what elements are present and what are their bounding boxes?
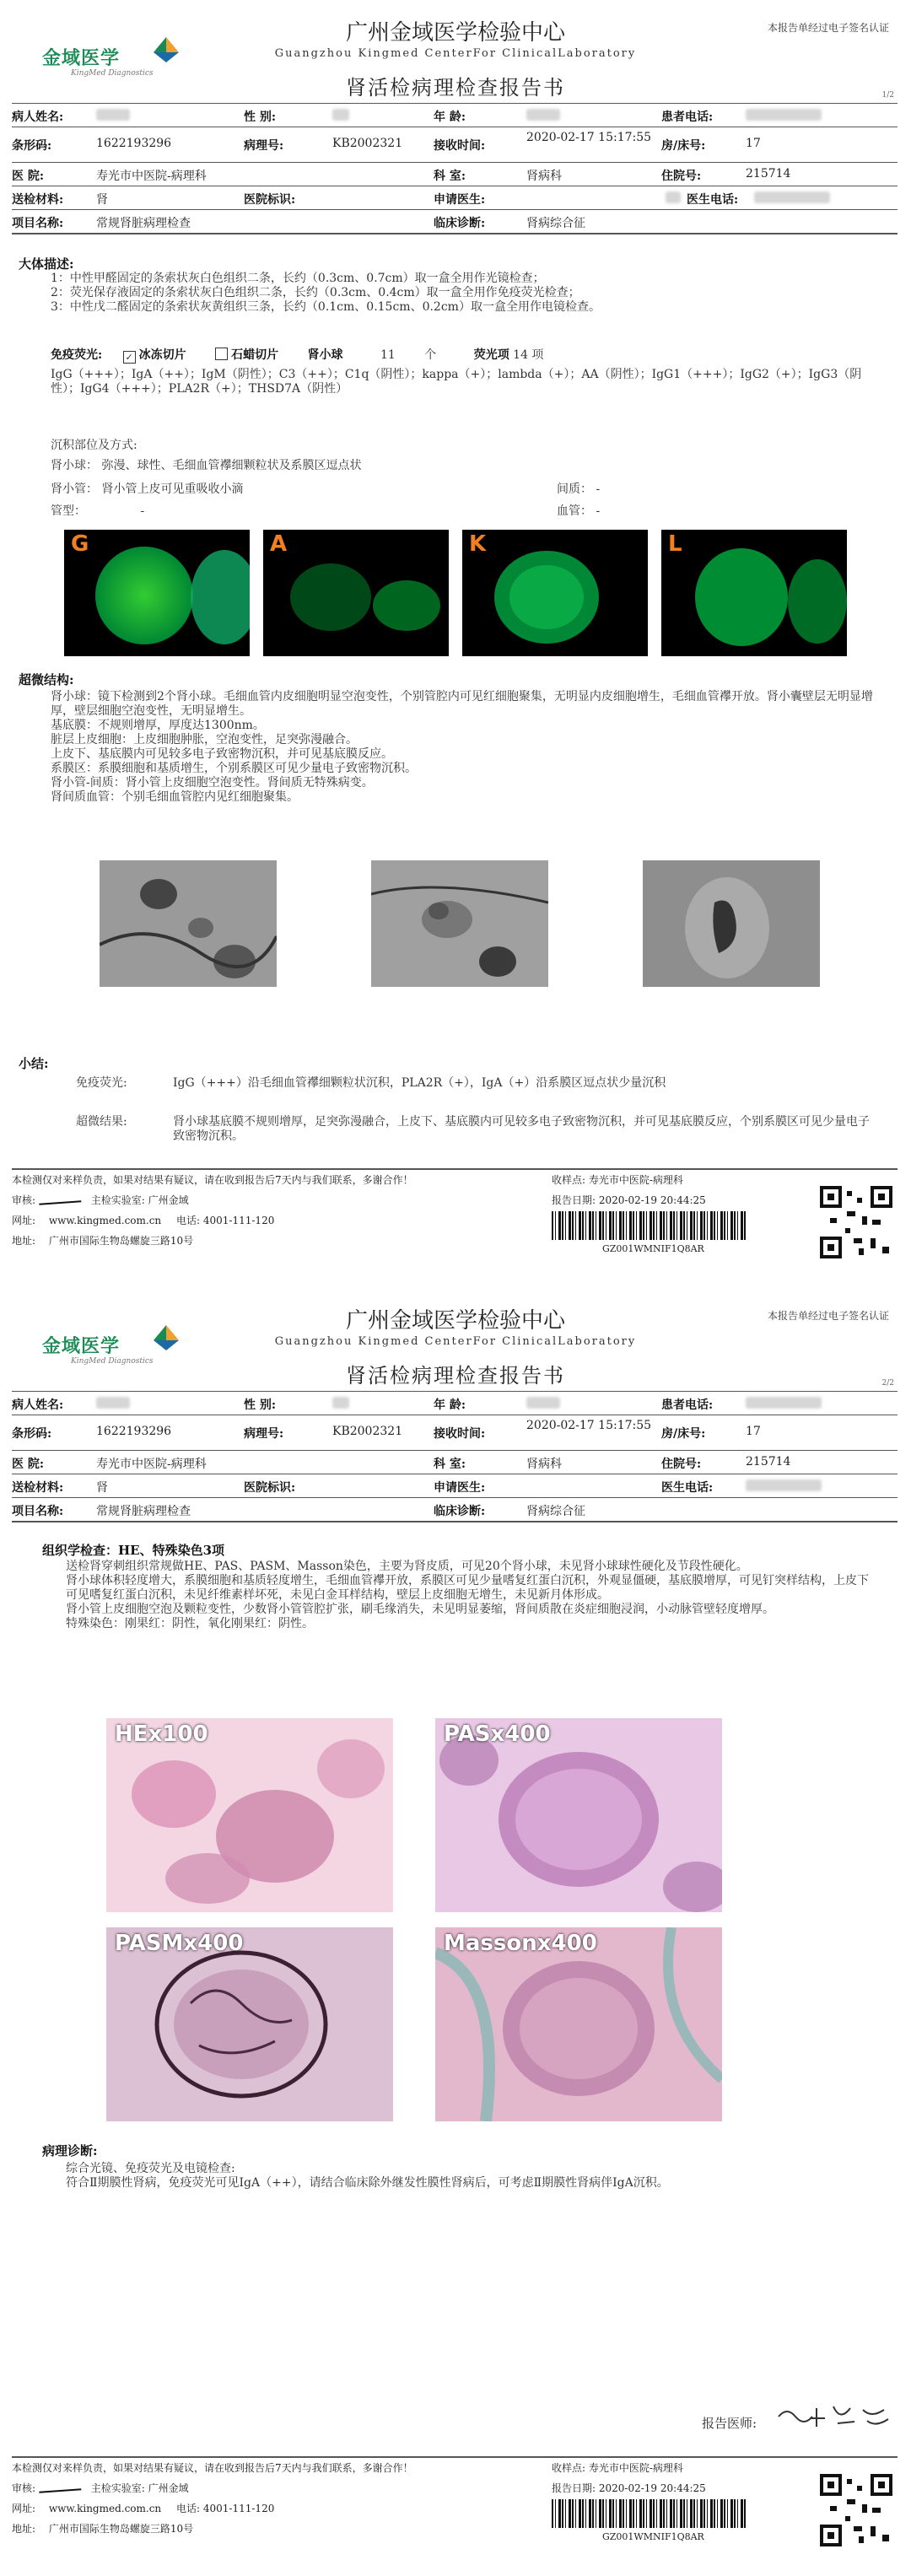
gender-label: 性 别: <box>244 110 277 124</box>
logo-subtext: KingMed Diagnostics <box>71 1357 154 1366</box>
sample-label: 送检材料: <box>12 1481 64 1495</box>
clinical-diag-value: 肾病综合征 <box>526 1505 585 1518</box>
if-micrograph-k <box>462 530 648 656</box>
website-row <box>12 2501 274 2515</box>
vessel-label: 血管： <box>557 504 592 518</box>
histo-description <box>66 1560 876 1631</box>
if-image-a <box>263 530 449 656</box>
deposit-tubule: 肾小管： 肾小管上皮可见重吸收小滴 <box>51 482 244 496</box>
recv-label: 接收时间: <box>434 1427 486 1441</box>
receiver-row <box>552 2460 683 2475</box>
item-label: 项目名称: <box>12 1505 64 1518</box>
admit-label: 住院号: <box>661 1458 702 1471</box>
pathno-value: KB2002321 <box>332 1425 403 1438</box>
bed-label: 房/床号: <box>661 1427 706 1441</box>
clinical-diag-label: 临床诊断: <box>434 1505 486 1518</box>
stain-label-pasm: PASMx400 <box>115 1931 244 1956</box>
pathno-value: KB2002321 <box>332 137 403 150</box>
website-label: 网址: <box>12 2503 36 2514</box>
if-label-l: L <box>668 531 682 557</box>
if-items-count: 14 项 <box>513 348 544 362</box>
hospital-value: 寿光市中医院-病理科 <box>96 170 207 183</box>
doctor-signature <box>774 2400 901 2433</box>
address-label: 地址: <box>12 2523 36 2535</box>
gross-line: 1：中性甲醛固定的条索状灰白色组织二条，长约（0.3cm、0.7cm）取一盒全用作光镜检查； <box>51 272 545 285</box>
lab-label: 主检实验室: <box>90 1194 145 1206</box>
address-value: 广州市国际生物岛螺旋三路10号 <box>48 2523 194 2535</box>
pasm-micrograph <box>106 1927 393 2121</box>
review-label: 审核: <box>12 2482 36 2494</box>
glom-unit: 个 <box>424 348 437 362</box>
report-date-value: 2020-02-19 20:44:25 <box>598 1194 706 1206</box>
deposit-vessel <box>557 504 600 519</box>
barcode-code: GZ001WMNIF1Q8AR <box>602 2531 704 2542</box>
paraffin-checkbox-icon <box>215 348 228 360</box>
em-line: 脏层上皮细胞：上皮细胞肿胀，空泡变性，足突弥漫融合。 <box>51 733 358 746</box>
if-micrograph-a <box>263 530 449 656</box>
patient-row-2 <box>12 1416 898 1450</box>
em-line: 肾小球：镜下检测到2个肾小球。毛细血管内皮细胞明显空泡变性，个别管腔内可见红细胞聚集，无明显内皮细胞增生，毛细血管襻开放。肾小囊壁层无明显增厚，壁层细胞空泡变性，无明显增生。 <box>51 690 873 718</box>
em-line: 系膜区：系膜细胞和基质增生，个别系膜区可见少量电子致密物沉积。 <box>51 762 417 775</box>
gross-title: 大体描述: <box>19 256 74 272</box>
summary-title: 小结: <box>19 1056 49 1071</box>
diag-line: 符合Ⅱ期膜性肾病，免疫荧光可见IgA（++），请结合临床除外继发性膜性肾病后，可考虑Ⅱ期膜性肾病伴IgA沉积。 <box>66 2176 669 2190</box>
logo-text: 金域医学 <box>42 1336 121 1357</box>
gender-value-redacted <box>332 108 349 121</box>
dept-value: 肾病科 <box>526 1458 562 1471</box>
age-value-redacted <box>526 1396 560 1409</box>
footer-divider <box>12 2456 898 2458</box>
address-row <box>12 1233 193 1248</box>
website-value[interactable]: www.kingmed.com.cn <box>48 1215 162 1226</box>
report-date-value: 2020-02-19 20:44:25 <box>598 2482 706 2494</box>
sample-value: 肾 <box>96 1481 108 1495</box>
page-number: 2/2 <box>881 1379 894 1388</box>
patient-row-5 <box>12 1499 898 1521</box>
deposit-interstitial <box>557 482 600 497</box>
if-micrograph-l <box>661 530 847 656</box>
summary-if-text: IgG（+++）沿毛细血管襻细颗粒状沉积，PLA2R（+），IgA（+）沿系膜区逗点状少量沉积 <box>173 1076 666 1090</box>
review-label: 审核: <box>12 1194 36 1206</box>
page-number: 1/2 <box>881 91 894 100</box>
qr-code-icon <box>820 1186 892 1258</box>
phone-label: 患者电话: <box>661 1398 714 1412</box>
doctor-label: 申请医生: <box>434 193 486 207</box>
gender-value-redacted <box>332 1396 349 1409</box>
divider <box>12 1497 898 1498</box>
report-date-label: 报告日期: <box>552 2482 596 2494</box>
hospital-label: 医 院: <box>12 1458 45 1471</box>
doctor-label: 申请医生: <box>434 1481 486 1495</box>
barcode-value: 1622193296 <box>96 137 172 150</box>
if-label: 免疫荧光: <box>51 348 103 362</box>
if-image-k <box>462 530 648 656</box>
divider <box>12 162 898 163</box>
phone-value-redacted <box>746 108 822 121</box>
hospmark-label: 医院标识: <box>244 1481 296 1495</box>
admit-value: 215714 <box>746 167 791 181</box>
if-label-g: G <box>71 531 89 557</box>
report-barcode <box>552 2499 746 2528</box>
he-micrograph <box>106 1718 393 1912</box>
if-label-a: A <box>270 531 288 557</box>
stain-image-masson <box>435 1927 722 2121</box>
divider <box>12 1391 898 1392</box>
name-value-redacted <box>96 1396 130 1409</box>
em-description <box>51 690 886 805</box>
hospital-value: 寿光市中医院-病理科 <box>96 1458 207 1471</box>
interstitial-value: - <box>596 482 601 496</box>
report-title: 肾活检病理检查报告书 <box>346 1364 565 1388</box>
footer <box>12 2460 898 2570</box>
item-value: 常规肾脏病理检查 <box>96 217 191 230</box>
frozen-checkbox-icon: ✓ <box>123 351 136 364</box>
report-date-row <box>552 2481 706 2495</box>
patient-row-4 <box>12 1475 898 1497</box>
report-date-label: 报告日期: <box>552 1194 596 1206</box>
item-label: 项目名称: <box>12 217 64 230</box>
divider <box>12 233 898 234</box>
doctor-value-redacted <box>666 191 681 204</box>
disclaimer: 本检测仅对来样负责，如果对结果有疑议，请在收到报告后7天内与我们联系，多谢合作！ <box>12 1174 413 1186</box>
receiver-label: 收样点: <box>552 1174 586 1186</box>
em-title: 超微结构: <box>19 672 74 687</box>
recv-label: 接收时间: <box>434 139 486 153</box>
receiver-value: 寿光市中医院-病理科 <box>588 1174 683 1186</box>
clinical-diag-value: 肾病综合征 <box>526 217 585 230</box>
if-header <box>51 348 894 364</box>
summary-if-label: 免疫荧光: <box>76 1076 127 1090</box>
e-signature-note: 本报告单经过电子签名认证 <box>767 1310 889 1322</box>
lab-value: 广州金域 <box>148 2482 189 2494</box>
em-micrograph-1 <box>100 860 277 987</box>
phone-value-redacted <box>746 1396 822 1409</box>
website-label: 网址: <box>12 1215 36 1226</box>
report-barcode <box>552 1211 746 1240</box>
phone-label: 电话: <box>176 2503 201 2514</box>
stain-image-pas <box>435 1718 722 1912</box>
name-value-redacted <box>96 108 130 121</box>
if-items-label: 荧光项 <box>473 348 509 362</box>
patient-row-3 <box>12 164 898 186</box>
em-image-1 <box>100 860 277 987</box>
bed-value: 17 <box>746 137 761 150</box>
hospital-label: 医 院: <box>12 170 45 183</box>
recv-value: 2020-02-17 15:17:55 <box>526 1419 652 1432</box>
em-micrograph-2 <box>371 860 548 987</box>
gross-line: 2：荧光保存液固定的条索状灰白色组织二条，长约（0.3cm、0.4cm）取一盒全用作免疫荧光检查； <box>51 286 580 299</box>
footer <box>12 1172 898 1282</box>
interstitial-label: 间质： <box>557 482 592 496</box>
summary-em-label: 超微结果: <box>76 1115 127 1129</box>
frozen-label: 冰冻切片 <box>138 348 186 362</box>
logo-subtext: KingMed Diagnostics <box>71 69 154 78</box>
footer-divider <box>12 1168 898 1170</box>
em-line: 基底膜：不规则增厚，厚度达1300nm。 <box>51 719 265 732</box>
logo-text: 金域医学 <box>42 48 121 69</box>
report-page-2 <box>0 1288 911 2576</box>
address-value: 广州市国际生物岛螺旋三路10号 <box>48 1235 194 1247</box>
recv-value: 2020-02-17 15:17:55 <box>526 131 652 144</box>
lab-title-en: Guangzhou Kingmed CenterFor ClinicalLaboratory <box>274 1335 637 1348</box>
receiver-label: 收样点: <box>552 2462 586 2474</box>
gender-label: 性 别: <box>244 1398 277 1412</box>
patient-row-5 <box>12 211 898 233</box>
sample-label: 送检材料: <box>12 193 64 207</box>
barcode-value: 1622193296 <box>96 1425 172 1438</box>
patient-row-1 <box>12 1393 898 1415</box>
vessel-value: - <box>596 504 601 518</box>
dept-label: 科 室: <box>434 1458 466 1471</box>
stain-image-pasm <box>106 1927 393 2121</box>
address-row <box>12 2521 193 2536</box>
pas-micrograph <box>435 1718 722 1912</box>
em-image-3 <box>643 860 820 987</box>
admit-label: 住院号: <box>661 170 702 183</box>
glom-label: 肾小球 <box>307 348 343 362</box>
tube-label: 管型： <box>51 504 86 518</box>
qr-code-icon <box>820 2474 892 2546</box>
phone-label: 患者电话: <box>661 110 714 124</box>
receiver-value: 寿光市中医院-病理科 <box>588 2462 683 2474</box>
summary-em-text: 肾小球基底膜不规则增厚，足突弥漫融合，上皮下、基底膜内可见较多电子致密物沉积，并可见基底膜反应，个别系膜区可见少量电子致密物沉积。 <box>173 1115 870 1143</box>
receiver-row <box>552 1172 683 1187</box>
review-row <box>12 2481 189 2495</box>
phone-label: 电话: <box>176 1215 201 1226</box>
admit-value: 215714 <box>746 1455 791 1469</box>
em-line: 上皮下、基底膜内可见较多电子致密物沉积，并可见基底膜反应。 <box>51 747 393 761</box>
deposit-glom: 肾小球： 弥漫、球性、毛细血管襻细颗粒状及系膜区逗点状 <box>51 459 362 472</box>
histo-line: 特殊染色：刚果红：阴性，氧化刚果红：阴性。 <box>66 1617 314 1630</box>
patient-row-2 <box>12 128 898 162</box>
dept-label: 科 室: <box>434 170 466 183</box>
divider <box>12 1450 898 1451</box>
em-micrograph-3 <box>643 860 820 987</box>
em-image-2 <box>371 860 548 987</box>
deposit-tube <box>51 504 144 519</box>
barcode-code: GZ001WMNIF1Q8AR <box>602 1243 704 1254</box>
stain-label-masson: Massonx400 <box>444 1931 597 1956</box>
masson-micrograph <box>435 1927 722 2121</box>
name-label: 病人姓名: <box>12 110 64 124</box>
divider <box>12 1521 898 1522</box>
barcode-label: 条形码: <box>12 1427 52 1441</box>
gross-line: 3：中性戊二醛固定的条索状灰黄组织三条，长约（0.1cm、0.15cm、0.2cm）取一盒全用作电镜检查。 <box>51 300 601 314</box>
lab-title-cn: 广州金域医学检验中心 <box>345 20 565 46</box>
deposit-title: 沉积部位及方式: <box>51 439 137 452</box>
pathno-label: 病理号: <box>244 139 284 153</box>
histo-title: 组织学检查：HE、特殊染色3项 <box>42 1543 225 1558</box>
stain-label-he: HEx100 <box>115 1722 208 1747</box>
stain-image-he <box>106 1718 393 1912</box>
divider <box>12 209 898 210</box>
dept-value: 肾病科 <box>526 170 562 183</box>
phone-value: 4001-111-120 <box>202 2503 275 2514</box>
em-line: 肾间质血管：个别毛细血管腔内见红细胞聚集。 <box>51 790 299 804</box>
tube-value: - <box>140 504 145 518</box>
website-value[interactable]: www.kingmed.com.cn <box>48 2503 162 2514</box>
sample-value: 肾 <box>96 193 108 207</box>
if-image-l <box>661 530 847 656</box>
stain-label-pas: PASx400 <box>444 1722 551 1747</box>
lab-title-cn: 广州金域医学检验中心 <box>345 1308 565 1334</box>
lab-label: 主检实验室: <box>90 2482 145 2494</box>
docphone-value-redacted <box>746 1479 822 1492</box>
bed-label: 房/床号: <box>661 139 706 153</box>
pathno-label: 病理号: <box>244 1427 284 1441</box>
barcode-label: 条形码: <box>12 139 52 153</box>
phone-value: 4001-111-120 <box>202 1215 275 1226</box>
glom-count: 11 <box>380 348 396 362</box>
e-signature-note: 本报告单经过电子签名认证 <box>767 22 889 34</box>
review-row <box>12 1193 189 1207</box>
histo-line: 肾小球体积轻度增大，系膜细胞和基质轻度增生，毛细血管襻开放，系膜区可见少量嗜复红蛋白沉积，外观显僵硬，基底膜增厚，可见钉突样结构，上皮下可见嗜复红蛋白沉积，未见纤维素样坏死，未见白金耳样结构，壁层上皮细胞无增生，未见新月体形成。 <box>66 1574 869 1602</box>
clinical-diag-label: 临床诊断: <box>434 217 486 230</box>
address-label: 地址: <box>12 1235 36 1247</box>
docphone-label: 医生电话: <box>661 1481 714 1495</box>
histo-line: 肾小管上皮细胞空泡及颗粒变性，少数肾小管管腔扩张，刷毛缘消失，未见明显萎缩，肾间质散在炎症细胞浸润，小动脉管壁轻度增厚。 <box>66 1603 774 1616</box>
divider <box>12 103 898 104</box>
age-label: 年 龄: <box>434 110 466 124</box>
if-micrograph-g <box>64 530 250 656</box>
report-date-row <box>552 1193 706 1207</box>
diag-text <box>66 2162 876 2191</box>
reviewer-signature <box>39 1192 82 1204</box>
docphone-value-redacted <box>754 191 830 204</box>
patient-row-1 <box>12 105 898 127</box>
item-value: 常规肾脏病理检查 <box>96 1505 191 1518</box>
docphone-label: 医生电话: <box>687 193 739 207</box>
em-line: 肾小管-间质：肾小管上皮细胞空泡变性。肾间质无特殊病变。 <box>51 776 374 790</box>
paraffin-label: 石蜡切片 <box>231 348 279 362</box>
lab-title-en: Guangzhou Kingmed CenterFor ClinicalLaboratory <box>274 47 637 60</box>
report-doctor-label: 报告医师: <box>702 2416 757 2431</box>
histo-line: 送检肾穿刺组织常规做HE、PAS、PASM、Masson染色，主要为肾皮质，可见20个肾小球，未见肾小球球性硬化及节段性硬化。 <box>66 1560 748 1573</box>
disclaimer: 本检测仅对来样负责，如果对结果有疑议，请在收到报告后7天内与我们联系，多谢合作！ <box>12 2462 413 2474</box>
bed-value: 17 <box>746 1425 761 1438</box>
hospmark-label: 医院标识: <box>244 193 296 207</box>
if-results: IgG（+++）；IgA（++）；IgM（阴性）；C3（++）；C1q（阴性）；kappa（+）；lambda（+）；AA（阴性）；IgG1（+++）；IgG2（+）；IgG3（阴性）；IgG4（+++）；PLA2R（+）；THSD7A（阴性） <box>51 368 862 396</box>
name-label: 病人姓名: <box>12 1398 64 1412</box>
if-label-k: K <box>469 531 487 557</box>
patient-row-4 <box>12 187 898 209</box>
report-title: 肾活检病理检查报告书 <box>346 76 565 100</box>
patient-row-3 <box>12 1452 898 1474</box>
diag-line: 综合光镜、免疫荧光及电镜检查: <box>66 2162 235 2175</box>
age-value-redacted <box>526 108 560 121</box>
website-row <box>12 1213 274 1227</box>
reviewer-signature <box>39 2480 82 2492</box>
diag-title: 病理诊断: <box>42 2143 98 2158</box>
gross-description <box>51 272 886 315</box>
age-label: 年 龄: <box>434 1398 466 1412</box>
if-image-g <box>64 530 250 656</box>
lab-value: 广州金域 <box>148 1194 189 1206</box>
